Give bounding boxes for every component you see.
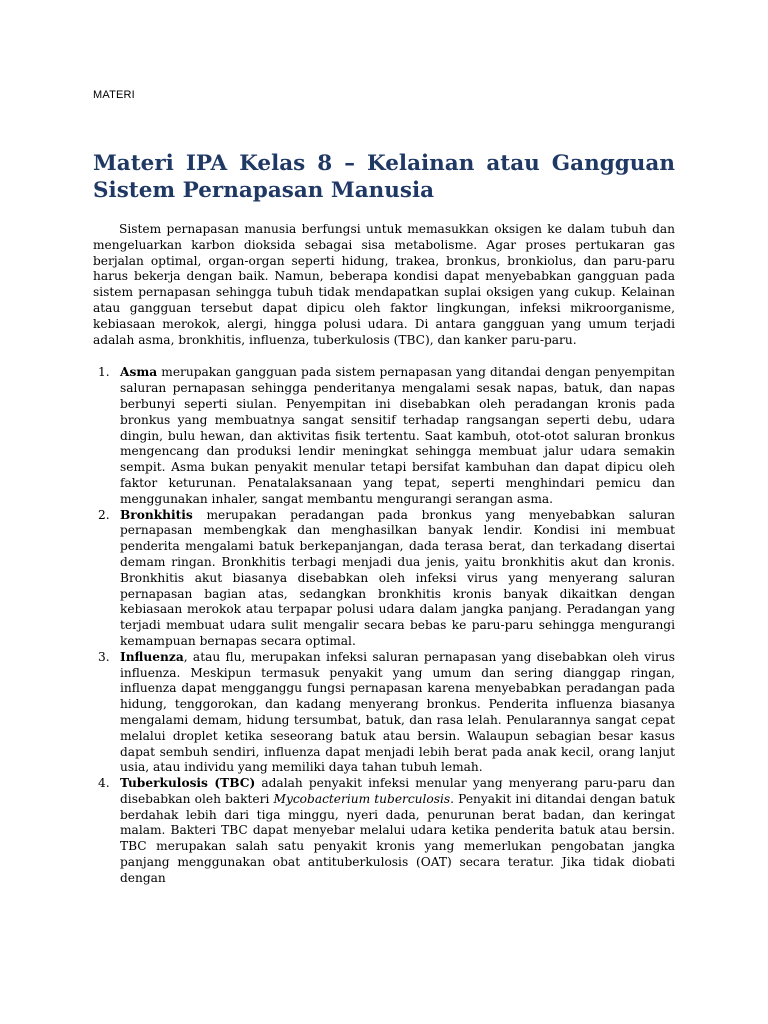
list-item-text: adalah penyakit infeksi menular yang menyerang paru-paru dan disebabkan oleh bakteri [120,776,675,806]
list-item-text: merupakan gangguan pada sistem pernapasan yang ditandai dengan penyempitan saluran pernapasan sehingga penderitanya mengalami sesak napas, batuk, dan napas berbunyi seperti siulan. Penyempitan ini disebabkan oleh peradangan kronis pada bronkus yang membuatnya sangat sensitif terhadap rangsangan seperti debu, udara dingin, bulu hewan, dan aktivitas fisik tertentu. Saat kambuh, otot-otot saluran bronkus mengencang dan produksi lendir meningkat sehingga membuat jalur udara semakin sempit. Asma bukan penyakit menular tetapi bersifat kambuhan dan dapat dipicu oleh faktor keturunan. Penatalaksanaan yang tepat, seperti menghindari pemicu dan menggunakan inhaler, sangat membantu mengurangi serangan asma. [120,365,675,506]
page-title: Materi IPA Kelas 8 – Kelainan atau Gangguan Sistem Pernapasan Manusia [93,151,675,203]
list-item-text-continued: . Penyakit ini ditandai dengan batuk berdahak lebih dari tiga minggu, nyeri dada, penurunan berat badan, dan keringat malam. Bakteri TBC dapat menyebar melalui udara ketika penderita batuk atau bersin. TBC merupakan salah satu penyakit kronis yang memerlukan pengobatan jangka panjang menggunakan obat antituberkulosis (OAT) secara teratur. Jika tidak diobati dengan [120,791,675,885]
list-item-text: merupakan peradangan pada bronkus yang menyebabkan saluran pernapasan membengkak dan menghasilkan banyak lendir. Kondisi ini membuat penderita mengalami batuk berkepanjangan, dada terasa berat, dan terkadang disertai demam ringan. Bronkhitis terbagi menjadi dua jenis, yaitu bronkhitis akut dan kronis. Bronkhitis akut biasanya disebabkan oleh infeksi virus yang menyerang saluran pernapasan bagian atas, sedangkan bronkhitis kronis banyak dikaitkan dengan kebiasaan merokok atau terpapar polusi udara dalam jangka panjang. Peradangan yang terjadi membuat udara sulit mengalir secara bebas ke paru-paru sehingga mengurangi kemampuan bernapas secara optimal. [120,507,675,648]
page-header-label: MATERI [93,89,135,101]
list-item-term: Asma [120,365,158,380]
list-item-number: 1. [98,365,110,380]
list-item-number: 4. [98,776,110,791]
list-item-term: Influenza [120,649,184,664]
list-item-tuberkulosis [93,776,675,887]
list-item-bronkhitis [93,508,675,650]
list-item-term: Tuberkulosis (TBC) [120,776,256,791]
disorder-list [93,365,675,886]
list-item-text: , atau flu, merupakan infeksi saluran pernapasan yang disebabkan oleh virus influenza. Meskipun termasuk penyakit yang umum dan sering dianggap ringan, influenza dapat mengganggu fungsi pernapasan karena menyebabkan peradangan pada hidung, tenggorokan, dan kadang menyerang bronkus. Penderita influenza biasanya mengalami demam, hidung tersumbat, batuk, dan rasa lelah. Penularannya sangat cepat melalui droplet ketika seseorang batuk atau bersin. Walaupun sebagian besar kasus dapat sembuh sendiri, influenza dapat menjadi lebih berat pada anak kecil, orang lanjut usia, atau individu yang memiliki daya tahan tubuh lemah. [120,649,675,775]
document-body [93,222,675,887]
list-item-number: 3. [98,649,110,664]
list-item-asma [93,365,675,507]
list-item-term: Bronkhitis [120,507,193,522]
list-item-influenza [93,650,675,776]
intro-paragraph: Sistem pernapasan manusia berfungsi untuk memasukkan oksigen ke dalam tubuh dan mengeluarkan karbon dioksida sebagai sisa metabolisme. Agar proses pertukaran gas berjalan optimal, organ-organ seperti hidung, trakea, bronkus, bronkiolus, dan paru-paru harus bekerja dengan baik. Namun, beberapa kondisi dapat menyebabkan gangguan pada sistem pernapasan sehingga tubuh tidak mendapatkan suplai oksigen yang cukup. Kelainan atau gangguan tersebut dapat dipicu oleh faktor lingkungan, infeksi mikroorganisme, kebiasaan merokok, alergi, hingga polusi udara. Di antara gangguan yang umum terjadi adalah asma, bronkhitis, influenza, tuberkulosis (TBC), dan kanker paru-paru. [93,222,675,347]
bacteria-species-name: Mycobacterium tuberculosis [273,791,451,806]
list-item-number: 2. [98,507,110,522]
